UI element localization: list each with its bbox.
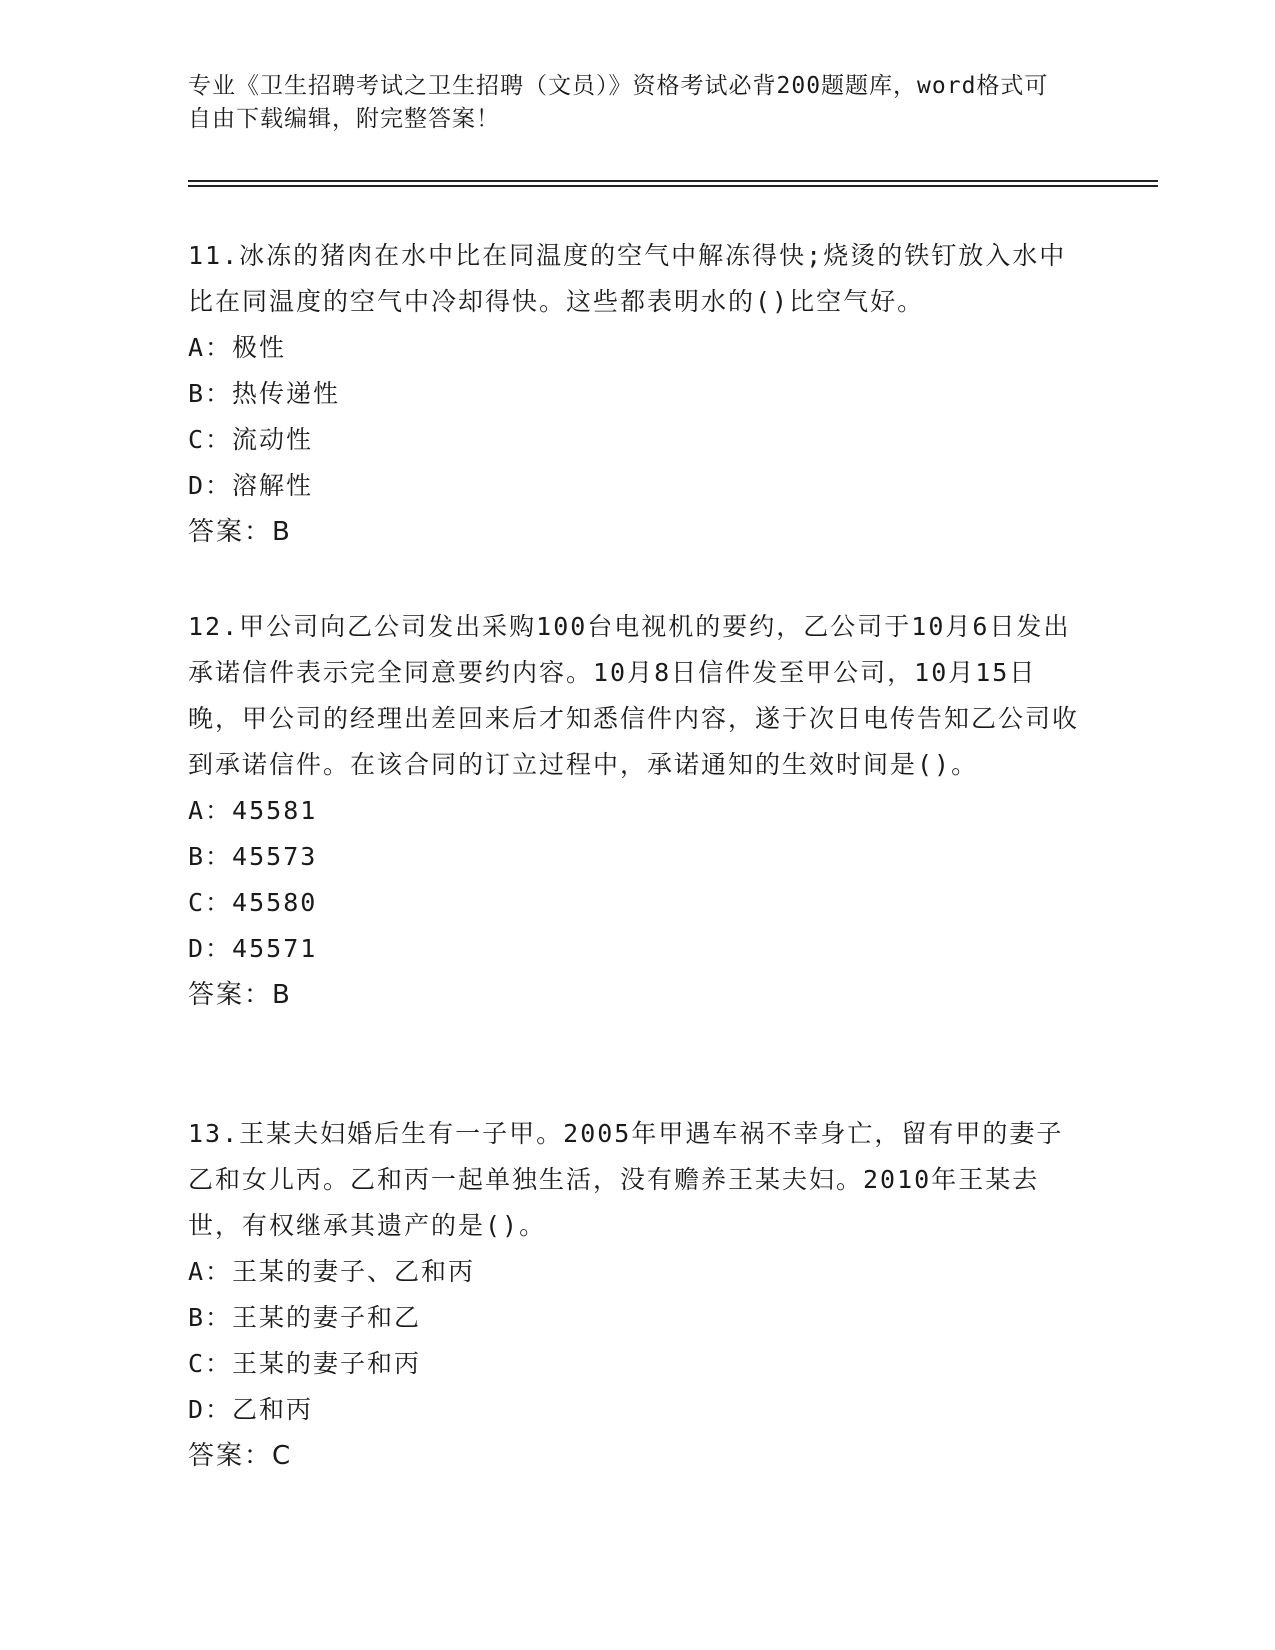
question-11 <box>188 233 1088 555</box>
header-divider-bottom <box>188 185 1158 187</box>
option-d: D：45571 <box>188 934 318 963</box>
answer-line: 答案：B <box>188 980 292 1010</box>
option-d: D：溶解性 <box>188 471 314 500</box>
option-a: A：王某的妻子、乙和丙 <box>188 1257 476 1286</box>
option-c: C：王某的妻子和丙 <box>188 1349 422 1378</box>
option-d: D：乙和丙 <box>188 1395 314 1424</box>
question-12 <box>188 604 1088 1018</box>
document-header: 专业《卫生招聘考试之卫生招聘（文员）》资格考试必背200题题库，word格式可自由下载编辑，附完整答案！ <box>188 73 1049 132</box>
option-b: B：45573 <box>188 842 318 871</box>
option-a: A：45581 <box>188 796 318 825</box>
answer-line: 答案：C <box>188 1441 293 1471</box>
question-stem: 12.甲公司向乙公司发出采购100台电视机的要约，乙公司于10月6日发出承诺信件表示完全同意要约内容。10月8日信件发至甲公司，10月15日晚，甲公司的经理出差回来后才知悉信件内容，遂于次日电传告知乙公司收到承诺信件。在该合同的订立过程中，承诺通知的生效时间是()。 <box>188 612 1080 779</box>
option-b: B：王某的妻子和乙 <box>188 1303 422 1332</box>
option-c: C：流动性 <box>188 425 314 454</box>
option-a: A：极性 <box>188 333 287 362</box>
option-b: B：热传递性 <box>188 379 341 408</box>
answer-line: 答案：B <box>188 517 292 547</box>
question-13 <box>188 1111 1088 1479</box>
question-stem: 11.冰冻的猪肉在水中比在同温度的空气中解冻得快;烧烫的铁钉放入水中比在同温度的空气中冷却得快。这些都表明水的()比空气好。 <box>188 241 1067 316</box>
option-c: C：45580 <box>188 888 318 917</box>
question-stem: 13.王某夫妇婚后生有一子甲。2005年甲遇车祸不幸身亡，留有甲的妻子乙和女儿丙。乙和丙一起单独生活，没有赡养王某夫妇。2010年王某去世，有权继承其遗产的是()。 <box>188 1119 1064 1240</box>
header-divider-top <box>188 180 1158 182</box>
